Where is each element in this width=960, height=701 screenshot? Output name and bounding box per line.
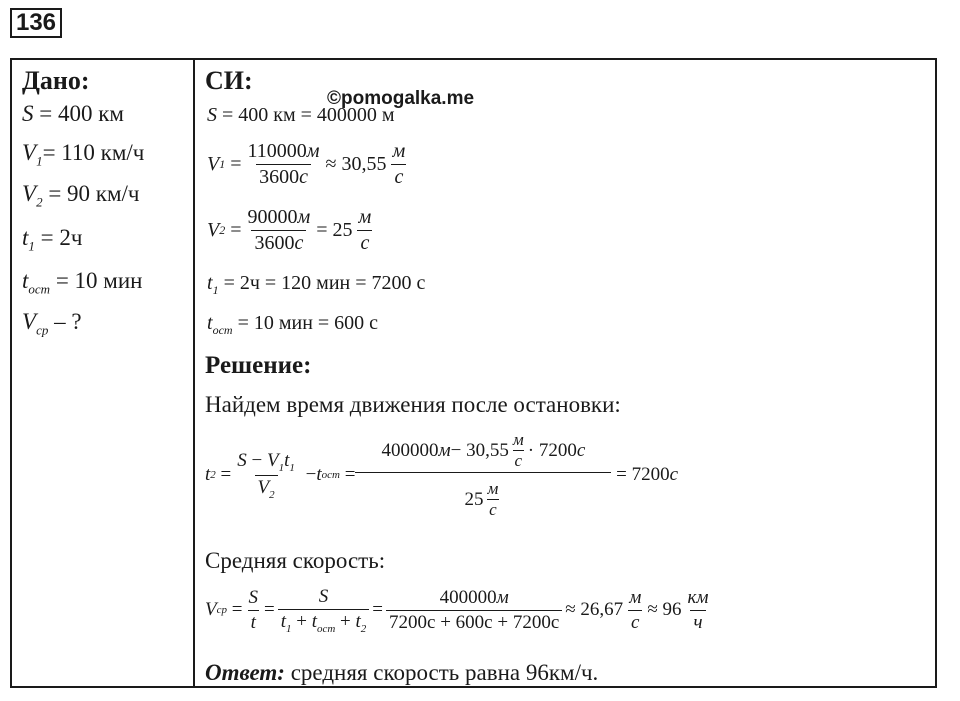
si-header: СИ: xyxy=(205,66,253,95)
watermark: ©pomogalka.me xyxy=(327,88,475,109)
problem-number: 136 xyxy=(10,8,62,38)
given-item: $t_1 = 2ч$ xyxy=(22,225,83,254)
step2-text: Средняя скорость: xyxy=(205,548,386,573)
vcp-formula: V ср = $\frac{S}{t}$ = $\frac{S}{t_1 + t_{ост} + t_2}$ = $\frac{400000м}{7200с + 600с + 7200с}$ ≈ 26,67 $\frac{м}{с}$ ≈ 96 $\frac{км}{ч}$ xyxy=(205,586,709,635)
column-divider xyxy=(193,58,195,688)
given-item: $V_{ср}$ – ? xyxy=(22,309,82,338)
t2-formula: t 2 = $\frac{S - V_1t_1}{V_2}$ − t ост = 400000 м − 30,55 $\frac{м}{с}$ · 7200 с 25 $\frac{м}{с}$ = 7200 с xyxy=(205,430,679,519)
given-item: $V_2 = 90$ км/ч xyxy=(22,181,140,210)
given-item: $V_1= 110$ км/ч xyxy=(22,140,145,169)
given-header: Дано: xyxy=(22,66,90,95)
answer-line: Ответ: средняя скорость равна 96км/ч. xyxy=(205,660,599,685)
si-v2-line: V 2 = $\frac{90000м}{3600с}$ = 25 $\frac{м}{с}$ xyxy=(207,206,372,254)
solution-header: Решение: xyxy=(205,352,312,379)
si-t1-line: $t_1 = 2ч = 120$ мин = 7200 с xyxy=(207,272,426,297)
step1-text: Найдем время движения после остановки: xyxy=(205,392,621,417)
si-tost-line: $t_{ост} = 10$ мин = 600 с xyxy=(207,312,379,337)
si-v1-line: V 1 = $\frac{110000м}{3600с}$ ≈ 30,55 $\frac{м}{с}$ xyxy=(207,140,406,188)
given-item: S = 400 км xyxy=(22,101,124,126)
si-s-line: S = 400 км = 400000 м xyxy=(207,104,395,126)
given-item: $t_{ост} = 10$ мин xyxy=(22,268,143,297)
